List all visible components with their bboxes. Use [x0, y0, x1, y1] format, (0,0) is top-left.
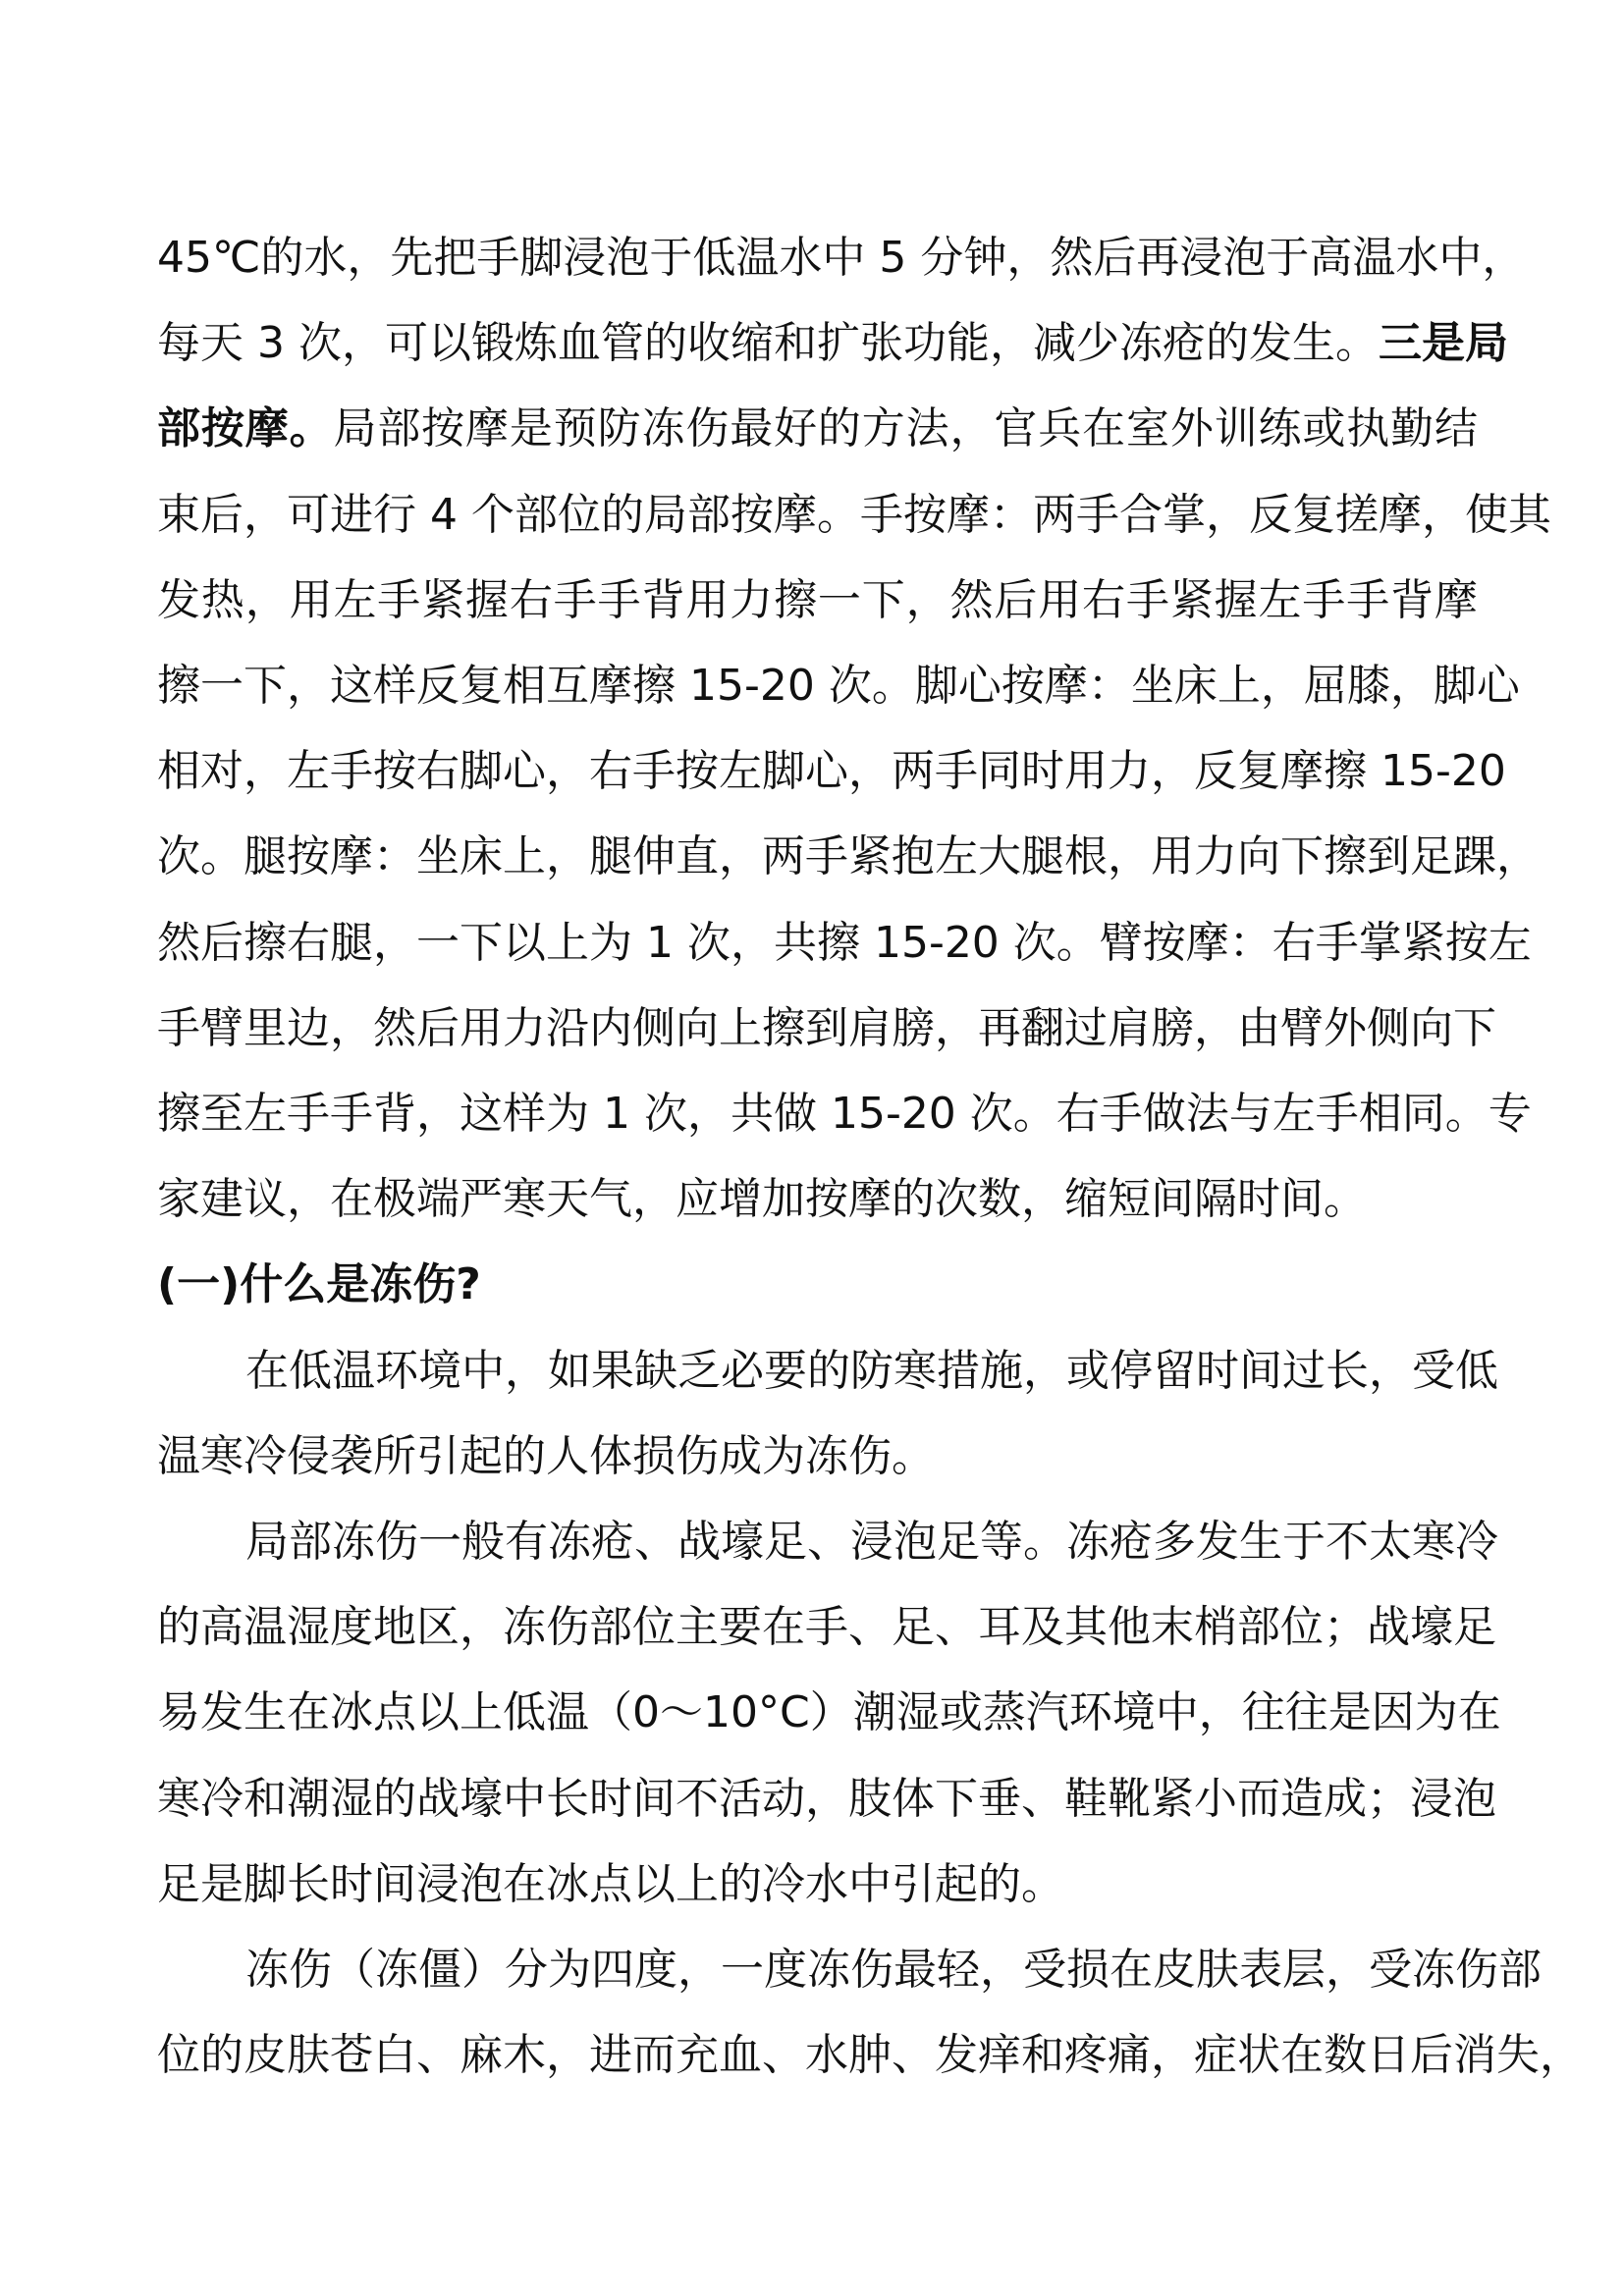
text-span: 冻伤（冻僵）分为四度，一度冻伤最轻，受损在皮肤表层，受冻伤部: [245, 1945, 1542, 1995]
text-line: [157, 728, 1506, 814]
text-line: [157, 900, 1532, 986]
section-heading: [157, 1242, 1478, 1327]
text-line: [157, 215, 1526, 300]
text-line: [157, 1927, 1542, 2012]
text-span: 发热，用左手紧握右手手背用力擦一下，然后用右手紧握左手手背摩: [157, 574, 1478, 625]
text-span: 温寒冷侵袭所引起的人体损伤成为冻伤。: [157, 1430, 935, 1481]
bold-text: 三是局: [1378, 318, 1508, 369]
text-span: 易发生在冰点以上低温（0～10°C）潮湿或蒸汽环境中，往往是因为在: [157, 1687, 1501, 1738]
text-span: 在低温环境中，如果缺乏必要的防寒措施，或停留时间过长，受低: [245, 1345, 1498, 1396]
text-span: 相对，左手按右脚心，右手按左脚心，两手同时用力，反复摩擦 15-20: [157, 746, 1506, 797]
text-line: [157, 300, 1508, 386]
text-line: [157, 1328, 1498, 1414]
text-span: 45℃的水，先把手脚浸泡于低温水中 5 分钟，然后再浸泡于高温水中，: [157, 233, 1526, 283]
text-span: 局部按摩是预防冻伤最好的方法，官兵在室外训练或执勤结: [333, 403, 1479, 454]
text-line: [157, 1584, 1496, 1670]
text-line: [157, 1156, 1478, 1242]
text-span: 每天 3 次，可以锻炼血管的收缩和扩张功能，减少冻疮的发生。: [157, 318, 1379, 369]
text-span: 寒冷和潮湿的战壕中长时间不活动，肢体下垂、鞋靴紧小而造成；浸泡: [157, 1773, 1496, 1824]
text-line: [157, 1071, 1532, 1156]
text-line: [157, 472, 1551, 558]
text-span: 家建议，在极端严寒天气，应增加按摩的次数，缩短间隔时间。: [157, 1174, 1367, 1225]
text-span: 足是脚长时间浸泡在冰点以上的冷水中引起的。: [157, 1858, 1064, 1909]
text-span: 位的皮肤苍白、麻木，进而充血、水肿、发痒和疼痛，症状在数日后消失，: [157, 2030, 1583, 2081]
text-line: [157, 1414, 1478, 1499]
text-line: [157, 986, 1496, 1071]
text-span: 擦至左手手背，这样为 1 次，共做 15-20 次。右手做法与左手相同。专: [157, 1089, 1532, 1139]
text-span: 擦一下，这样反复相互摩擦 15-20 次。脚心按摩：坐床上，屈膝，脚心: [157, 661, 1520, 711]
text-line: [157, 1842, 1478, 1927]
text-line: [157, 1756, 1496, 1842]
text-span: 束后，可进行 4 个部位的局部按摩。手按摩：两手合掌，反复搓摩，使其: [157, 489, 1551, 540]
text-line: [157, 1499, 1498, 1584]
text-line: [157, 558, 1478, 643]
bold-text: 部按摩。: [157, 403, 334, 454]
text-line: [157, 643, 1520, 728]
text-span: 次。腿按摩：坐床上，腿伸直，两手紧抱左大腿根，用力向下擦到足踝，: [157, 831, 1540, 882]
text-span: 然后擦右腿，一下以上为 1 次，共擦 15-20 次。臂按摩：右手掌紧按左: [157, 917, 1532, 968]
text-line: [157, 814, 1540, 899]
text-span: 手臂里边，然后用力沿内侧向上擦到肩膀，再翻过肩膀，由臂外侧向下: [157, 1002, 1496, 1053]
bold-text: (一)什么是冻伤?: [157, 1259, 481, 1310]
text-line: [157, 2012, 1583, 2098]
text-span: 的高温湿度地区，冻伤部位主要在手、足、耳及其他末梢部位；战壕足: [157, 1602, 1496, 1653]
text-line: [157, 386, 1478, 471]
text-line: [157, 1670, 1501, 1755]
text-span: 局部冻伤一般有冻疮、战壕足、浸泡足等。冻疮多发生于不太寒冷: [245, 1517, 1498, 1567]
